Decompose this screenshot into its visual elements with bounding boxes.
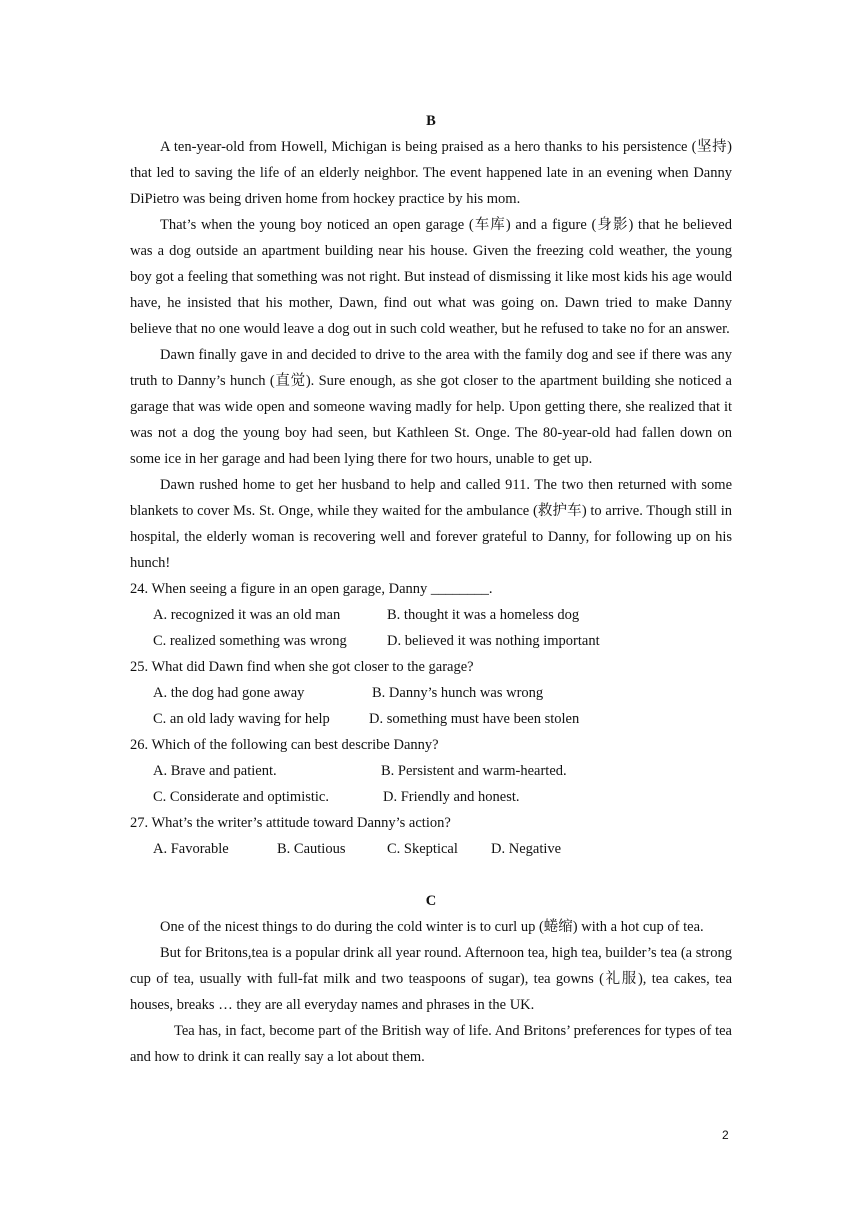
question-25-option-d: D. something must have been stolen	[369, 711, 580, 727]
question-24-stem: 24. When seeing a figure in an open garage, Danny ________.	[130, 581, 493, 597]
page-number: 2	[722, 1128, 729, 1142]
section-c-heading: C	[425, 893, 437, 909]
section-b-paragraph-4: Dawn rushed home to get her husband to help and called 911. The two then returned with some blankets to cover Ms. St. Onge, while they waited for the ambulance (救护车) to arrive. Though still in hospital, the elderly woman is recovering well and forever grateful to Danny, for following up on his hunch!	[130, 477, 732, 571]
question-25-option-b: B. Danny’s hunch was wrong	[372, 685, 544, 701]
section-b-paragraph-1: A ten-year-old from Howell, Michigan is being praised as a hero thanks to his persistence (坚持) that led to saving the life of an elderly neighbor. The event happened late in an evening when Danny DiPietro was being driven home from hockey practice by his mom.	[130, 139, 732, 207]
question-26-option-d: D. Friendly and honest.	[383, 789, 520, 805]
page-content	[130, 108, 732, 1070]
section-b-paragraph-3: Dawn finally gave in and decided to drive to the area with the family dog and see if there was any truth to Danny’s hunch (直觉). Sure enough, as she got closer to the apartment building she noticed a garage that was wide open and someone waving madly for help. Upon getting there, she realized that it was not a dog the young boy had seen, but Kathleen St. Onge. The 80-year-old had fallen down on some ice in her garage and had been lying there for two hours, unable to get up.	[130, 347, 732, 467]
question-25-option-a: A. the dog had gone away	[153, 685, 305, 701]
question-24-option-a: A. recognized it was an old man	[153, 607, 341, 623]
question-27-option-d: D. Negative	[491, 841, 562, 857]
question-27-option-a: A. Favorable	[153, 841, 229, 857]
question-27-option-c: C. Skeptical	[387, 841, 458, 857]
question-25-option-c: C. an old lady waving for help	[153, 711, 330, 727]
question-26-options-row-2	[130, 784, 732, 810]
section-c-paragraph-3: Tea has, in fact, become part of the British way of life. And Britons’ preferences for types of tea and how to drink it can really say a lot about them.	[130, 1023, 732, 1065]
section-c-paragraph-2: But for Britons,tea is a popular drink all year round. Afternoon tea, high tea, builder’s tea (a strong cup of tea, usually with full-fat milk and two teaspoons of sugar), tea gowns (礼服), tea cakes, tea houses, breaks … they are all everyday names and phrases in the UK.	[130, 945, 732, 1013]
section-b-heading: B	[426, 113, 436, 129]
question-25-stem: 25. What did Dawn find when she got closer to the garage?	[130, 659, 474, 675]
question-27-stem: 27. What’s the writer’s attitude toward Danny’s action?	[130, 815, 451, 831]
question-24-options-row-1	[130, 602, 732, 628]
question-24-option-c: C. realized something was wrong	[153, 633, 347, 649]
question-25-options-row-1	[130, 680, 732, 706]
question-24-option-d: D. believed it was nothing important	[387, 633, 600, 649]
question-26-option-c: C. Considerate and optimistic.	[153, 789, 329, 805]
question-24-options-row-2	[130, 628, 732, 654]
question-26-option-b: B. Persistent and warm-hearted.	[381, 763, 567, 779]
question-26-stem: 26. Which of the following can best describe Danny?	[130, 737, 439, 753]
section-spacer	[130, 862, 732, 888]
question-27-options-row	[130, 836, 732, 862]
question-27-option-b: B. Cautious	[277, 841, 346, 857]
section-c-paragraph-1: One of the nicest things to do during the cold winter is to curl up (蜷缩) with a hot cup of tea.	[160, 919, 704, 935]
question-26-options-row-1	[130, 758, 732, 784]
question-25-options-row-2	[130, 706, 732, 732]
question-24-option-b: B. thought it was a homeless dog	[387, 607, 580, 623]
question-26-option-a: A. Brave and patient.	[153, 763, 277, 779]
section-b-paragraph-2: That’s when the young boy noticed an open garage (车库) and a figure (身影) that he believed was a dog outside an apartment building near his house. Given the freezing cold weather, the young boy got a feeling that something was not right. But instead of dismissing it like most kids his age would have, he insisted that his mother, Dawn, find out what was going on. Dawn tried to make Danny believe that no one would leave a dog out in such cold weather, but he refused to take no for an answer.	[130, 217, 732, 337]
